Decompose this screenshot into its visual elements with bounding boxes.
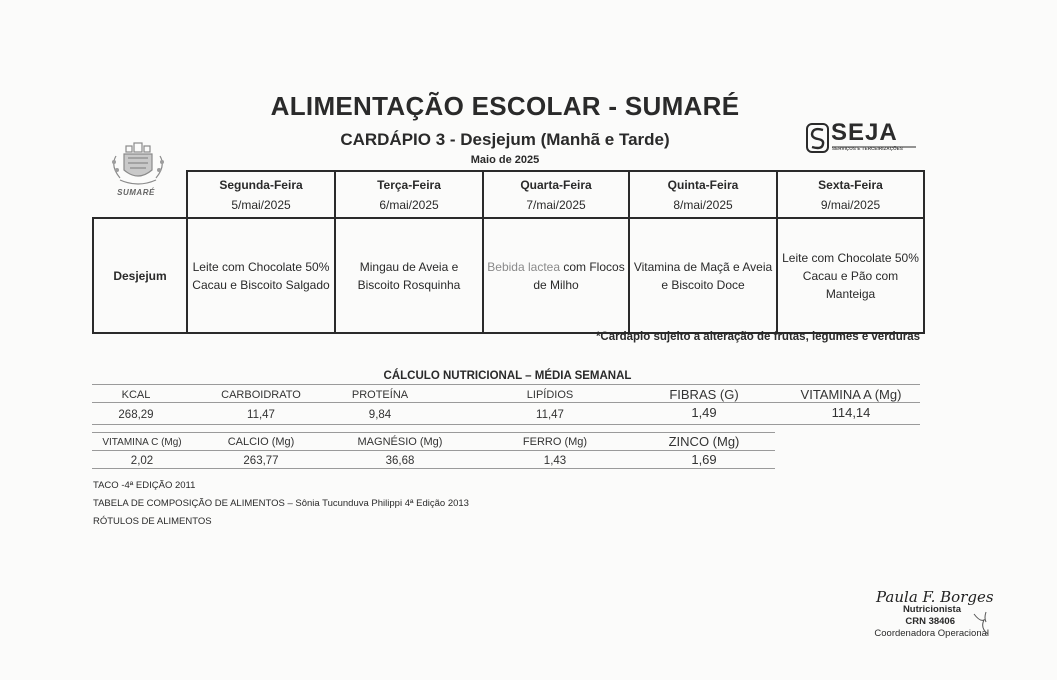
day-header: Quarta-Feira [483, 171, 629, 195]
day-header: Quinta-Feira [629, 171, 777, 195]
date-header: 7/mai/2025 [483, 195, 629, 218]
meal-cell-faded-text: Bebida lactea [487, 259, 561, 274]
date-header: 9/mai/2025 [777, 195, 924, 218]
nutrient-label: MAGNÉSIO (Mg) [357, 436, 443, 448]
nutrient-value: 114,14 [831, 405, 871, 420]
meal-cell: Mingau de Aveia e Biscoito Rosquinha [335, 218, 483, 333]
nutrient-value: 268,29 [118, 409, 154, 421]
nutrient-value: 11,47 [247, 409, 275, 421]
nutrient-label: VITAMINA C (Mg) [102, 437, 182, 448]
meal-cell: Leite com Chocolate 50% Cacau e Pão com Manteiga [777, 218, 924, 333]
signature-flourish-icon [972, 610, 994, 640]
meal-cell: Vitamina de Maçã e Aveia e Biscoito Doce [629, 218, 777, 333]
nutrient-value: 9,84 [368, 409, 392, 421]
nutrition-divider [92, 424, 920, 425]
nutrient-label: FIBRAS (G) [669, 387, 739, 402]
nutrient-value: 263,77 [243, 455, 279, 467]
month-label: Maio de 2025 [470, 154, 540, 166]
reference-line: TABELA DE COMPOSIÇÃO DE ALIMENTOS – Sônia Tucunduva Philippi 4ª Edição 2013 [93, 498, 469, 509]
nutrient-label: LIPÍDIOS [526, 389, 574, 401]
date-header: 8/mai/2025 [629, 195, 777, 218]
seja-tagline: SERVIÇOS E TERCEIRIZAÇÕES [832, 146, 903, 151]
nutrition-divider [92, 450, 775, 451]
menu-note: *Cardapio sujeito a alteração de frutas, legumes e verduras [595, 331, 920, 343]
day-header: Sexta-Feira [777, 171, 924, 195]
nutrition-divider [92, 468, 775, 469]
signature-position: Coordenadora Operacional [874, 628, 989, 639]
nutrient-value: 2,02 [130, 455, 154, 467]
nutrient-value: 1,49 [691, 405, 717, 420]
nutrient-label: KCAL [121, 389, 151, 401]
nutrient-label: PROTEÍNA [351, 389, 409, 401]
meal-cell [483, 218, 629, 333]
page-title: ALIMENTAÇÃO ESCOLAR - SUMARÉ [270, 91, 740, 121]
nutrient-label: CALCIO (Mg) [227, 436, 295, 448]
reference-line: TACO -4ª EDIÇÃO 2011 [93, 480, 196, 491]
nutrition-divider [92, 402, 920, 403]
nutrient-label: ZINCO (Mg) [668, 434, 740, 449]
nutrient-label: FERRO (Mg) [522, 436, 588, 448]
reference-line: RÓTULOS DE ALIMENTOS [93, 516, 212, 527]
date-header: 6/mai/2025 [335, 195, 483, 218]
nutrition-title: CÁLCULO NUTRICIONAL – MÉDIA SEMANAL [383, 370, 632, 382]
nutrient-label: VITAMINA A (Mg) [800, 387, 902, 402]
date-header: 5/mai/2025 [187, 195, 335, 218]
menu-table [92, 170, 925, 334]
signature-name: Paula F. Borges [876, 588, 994, 606]
meals-row [93, 218, 924, 333]
seja-logo-text: SEJA [831, 119, 898, 146]
meal-row-label: Desjejum [93, 218, 187, 333]
signature-crn: CRN 38406 [905, 616, 955, 627]
header-blank-cell [93, 171, 187, 218]
nutrition-divider [92, 384, 920, 385]
dates-header-row [93, 195, 924, 218]
nutrition-divider [92, 432, 775, 433]
nutrient-value: 36,68 [385, 455, 415, 467]
city-logo-text: SUMARÉ [117, 188, 155, 197]
signature-role: Nutricionista [902, 604, 961, 615]
meal-cell: Leite com Chocolate 50% Cacau e Biscoito Salgado [187, 218, 335, 333]
nutrient-value: 1,43 [543, 455, 567, 467]
nutrient-label: CARBOIDRATO [221, 389, 301, 401]
day-header: Segunda-Feira [187, 171, 335, 195]
nutrient-value: 11,47 [536, 409, 564, 421]
nutrient-value: 1,69 [691, 452, 717, 467]
page-subtitle: CARDÁPIO 3 - Desjejum (Manhã e Tarde) [340, 130, 670, 149]
meal-cell-text: com Flocos de Milho [533, 259, 625, 292]
days-header-row [93, 171, 924, 195]
day-header: Terça-Feira [335, 171, 483, 195]
